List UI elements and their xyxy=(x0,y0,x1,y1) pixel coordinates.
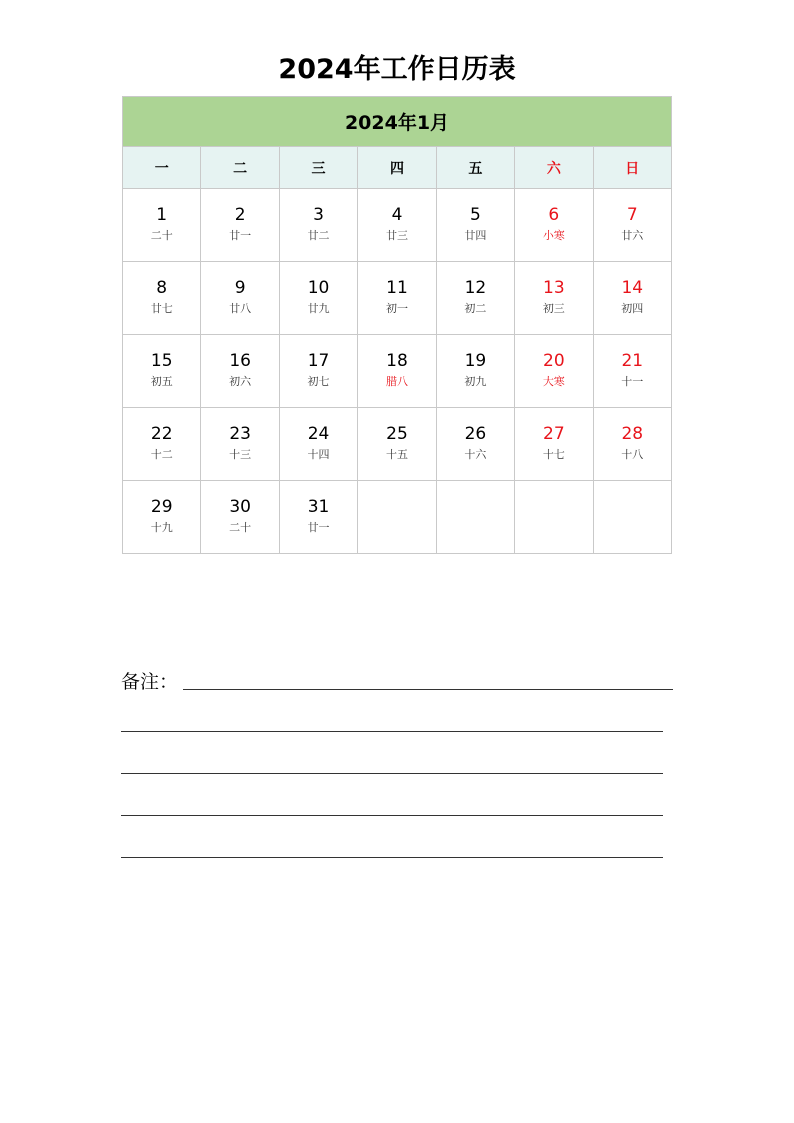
day-cell[interactable] xyxy=(123,189,201,262)
lunar-date: 小寒 xyxy=(542,229,565,242)
day-number: 5 xyxy=(469,205,481,225)
weekday-header-row xyxy=(123,147,672,189)
lunar-date: 廿九 xyxy=(307,302,330,315)
day-number: 16 xyxy=(229,351,251,371)
lunar-date: 十八 xyxy=(621,448,644,461)
day-number: 17 xyxy=(307,351,330,371)
calendar-week-row xyxy=(123,481,672,554)
day-cell[interactable] xyxy=(515,335,593,408)
lunar-date: 初六 xyxy=(229,375,252,388)
day-number: 9 xyxy=(234,278,246,298)
day-cell[interactable] xyxy=(358,189,436,262)
day-number: 25 xyxy=(386,424,408,444)
day-cell[interactable] xyxy=(515,189,593,262)
lunar-date: 大寒 xyxy=(542,375,565,388)
empty-day-cell xyxy=(515,481,593,554)
weekday-header-wed: 三 xyxy=(279,147,357,189)
lunar-date: 廿三 xyxy=(385,229,408,242)
day-number: 29 xyxy=(150,497,173,517)
calendar-week-row xyxy=(123,262,672,335)
day-number: 4 xyxy=(391,205,403,225)
day-number: 22 xyxy=(150,424,173,444)
calendar-table xyxy=(122,96,672,554)
day-number: 24 xyxy=(307,424,330,444)
lunar-date: 二十 xyxy=(150,229,173,242)
weekday-header-sat: 六 xyxy=(515,147,593,189)
day-number: 19 xyxy=(464,351,487,371)
lunar-date: 十三 xyxy=(229,448,252,461)
month-header-row xyxy=(123,97,672,147)
empty-day-cell xyxy=(593,481,671,554)
notes-line[interactable] xyxy=(121,815,663,816)
day-number: 11 xyxy=(386,278,408,298)
day-number: 10 xyxy=(307,278,330,298)
lunar-date: 廿一 xyxy=(229,229,252,242)
day-number: 12 xyxy=(464,278,487,298)
calendar-week-row xyxy=(123,408,672,481)
day-cell[interactable] xyxy=(593,408,671,481)
day-number: 8 xyxy=(156,278,168,298)
day-number: 6 xyxy=(548,205,560,225)
day-number: 26 xyxy=(464,424,487,444)
lunar-date: 廿四 xyxy=(464,229,487,242)
month-header: 2024年1月 xyxy=(123,97,672,147)
lunar-date: 廿八 xyxy=(229,302,252,315)
day-number: 3 xyxy=(313,205,324,225)
notes-line[interactable] xyxy=(121,731,663,732)
lunar-date: 初一 xyxy=(385,302,408,315)
day-cell[interactable] xyxy=(436,335,514,408)
day-cell[interactable] xyxy=(279,189,357,262)
lunar-date: 初七 xyxy=(307,375,330,388)
notes-line[interactable] xyxy=(121,773,663,774)
day-number: 2 xyxy=(234,205,246,225)
lunar-date: 初九 xyxy=(464,375,487,388)
day-cell[interactable] xyxy=(358,335,436,408)
day-cell[interactable] xyxy=(279,262,357,335)
day-cell[interactable] xyxy=(515,262,593,335)
notes-line[interactable] xyxy=(183,689,673,690)
day-cell[interactable] xyxy=(279,408,357,481)
day-number: 7 xyxy=(626,205,638,225)
empty-day-cell xyxy=(358,481,436,554)
lunar-date: 二十 xyxy=(229,521,252,534)
lunar-date: 十四 xyxy=(307,448,330,461)
day-number: 30 xyxy=(229,497,251,517)
weekday-header-sun: 日 xyxy=(593,147,671,189)
lunar-date: 十六 xyxy=(464,448,487,461)
lunar-date: 初五 xyxy=(150,375,173,388)
weekday-header-fri: 五 xyxy=(436,147,514,189)
day-cell[interactable] xyxy=(515,408,593,481)
lunar-date: 初三 xyxy=(542,302,565,315)
day-cell[interactable] xyxy=(201,481,279,554)
day-cell[interactable] xyxy=(593,189,671,262)
day-cell[interactable] xyxy=(123,262,201,335)
lunar-date: 十一 xyxy=(621,375,644,388)
lunar-date: 廿六 xyxy=(621,229,644,242)
day-number: 15 xyxy=(150,351,173,371)
day-number: 28 xyxy=(621,424,644,444)
lunar-date: 廿二 xyxy=(307,229,330,242)
weekday-header-tue: 二 xyxy=(201,147,279,189)
calendar-week-row xyxy=(123,335,672,408)
weekday-header-thu: 四 xyxy=(358,147,436,189)
day-number: 14 xyxy=(621,278,644,298)
day-number: 23 xyxy=(229,424,251,444)
day-cell[interactable] xyxy=(123,408,201,481)
day-cell[interactable] xyxy=(123,481,201,554)
lunar-date: 十七 xyxy=(542,448,565,461)
day-cell[interactable] xyxy=(593,262,671,335)
notes-label: 备注： xyxy=(121,671,179,693)
day-cell[interactable] xyxy=(201,408,279,481)
day-cell[interactable] xyxy=(201,262,279,335)
day-cell[interactable] xyxy=(279,481,357,554)
notes-line[interactable] xyxy=(121,857,663,858)
day-cell[interactable] xyxy=(358,262,436,335)
day-cell[interactable] xyxy=(123,335,201,408)
day-number: 27 xyxy=(543,424,565,444)
lunar-date: 初四 xyxy=(621,302,644,315)
day-cell[interactable] xyxy=(201,335,279,408)
page-title: 2024年工作日历表 xyxy=(278,54,516,85)
lunar-date: 十九 xyxy=(150,521,173,534)
lunar-date: 十五 xyxy=(385,448,408,461)
lunar-date: 腊八 xyxy=(385,375,408,388)
day-cell[interactable] xyxy=(436,408,514,481)
day-cell[interactable] xyxy=(358,408,436,481)
calendar-body xyxy=(123,189,672,554)
empty-day-cell xyxy=(436,481,514,554)
day-number: 31 xyxy=(307,497,330,517)
day-number: 18 xyxy=(386,351,408,371)
calendar-week-row xyxy=(123,189,672,262)
lunar-date: 初二 xyxy=(464,302,487,315)
day-cell[interactable] xyxy=(279,335,357,408)
day-number: 1 xyxy=(156,205,168,225)
lunar-date: 十二 xyxy=(150,448,173,461)
day-number: 20 xyxy=(543,351,565,371)
day-cell[interactable] xyxy=(593,335,671,408)
lunar-date: 廿一 xyxy=(307,521,330,534)
day-number: 13 xyxy=(543,278,565,298)
day-cell[interactable] xyxy=(201,189,279,262)
day-cell[interactable] xyxy=(436,189,514,262)
lunar-date: 廿七 xyxy=(150,302,173,315)
day-number: 21 xyxy=(621,351,644,371)
weekday-header-mon: 一 xyxy=(123,147,201,189)
day-cell[interactable] xyxy=(436,262,514,335)
